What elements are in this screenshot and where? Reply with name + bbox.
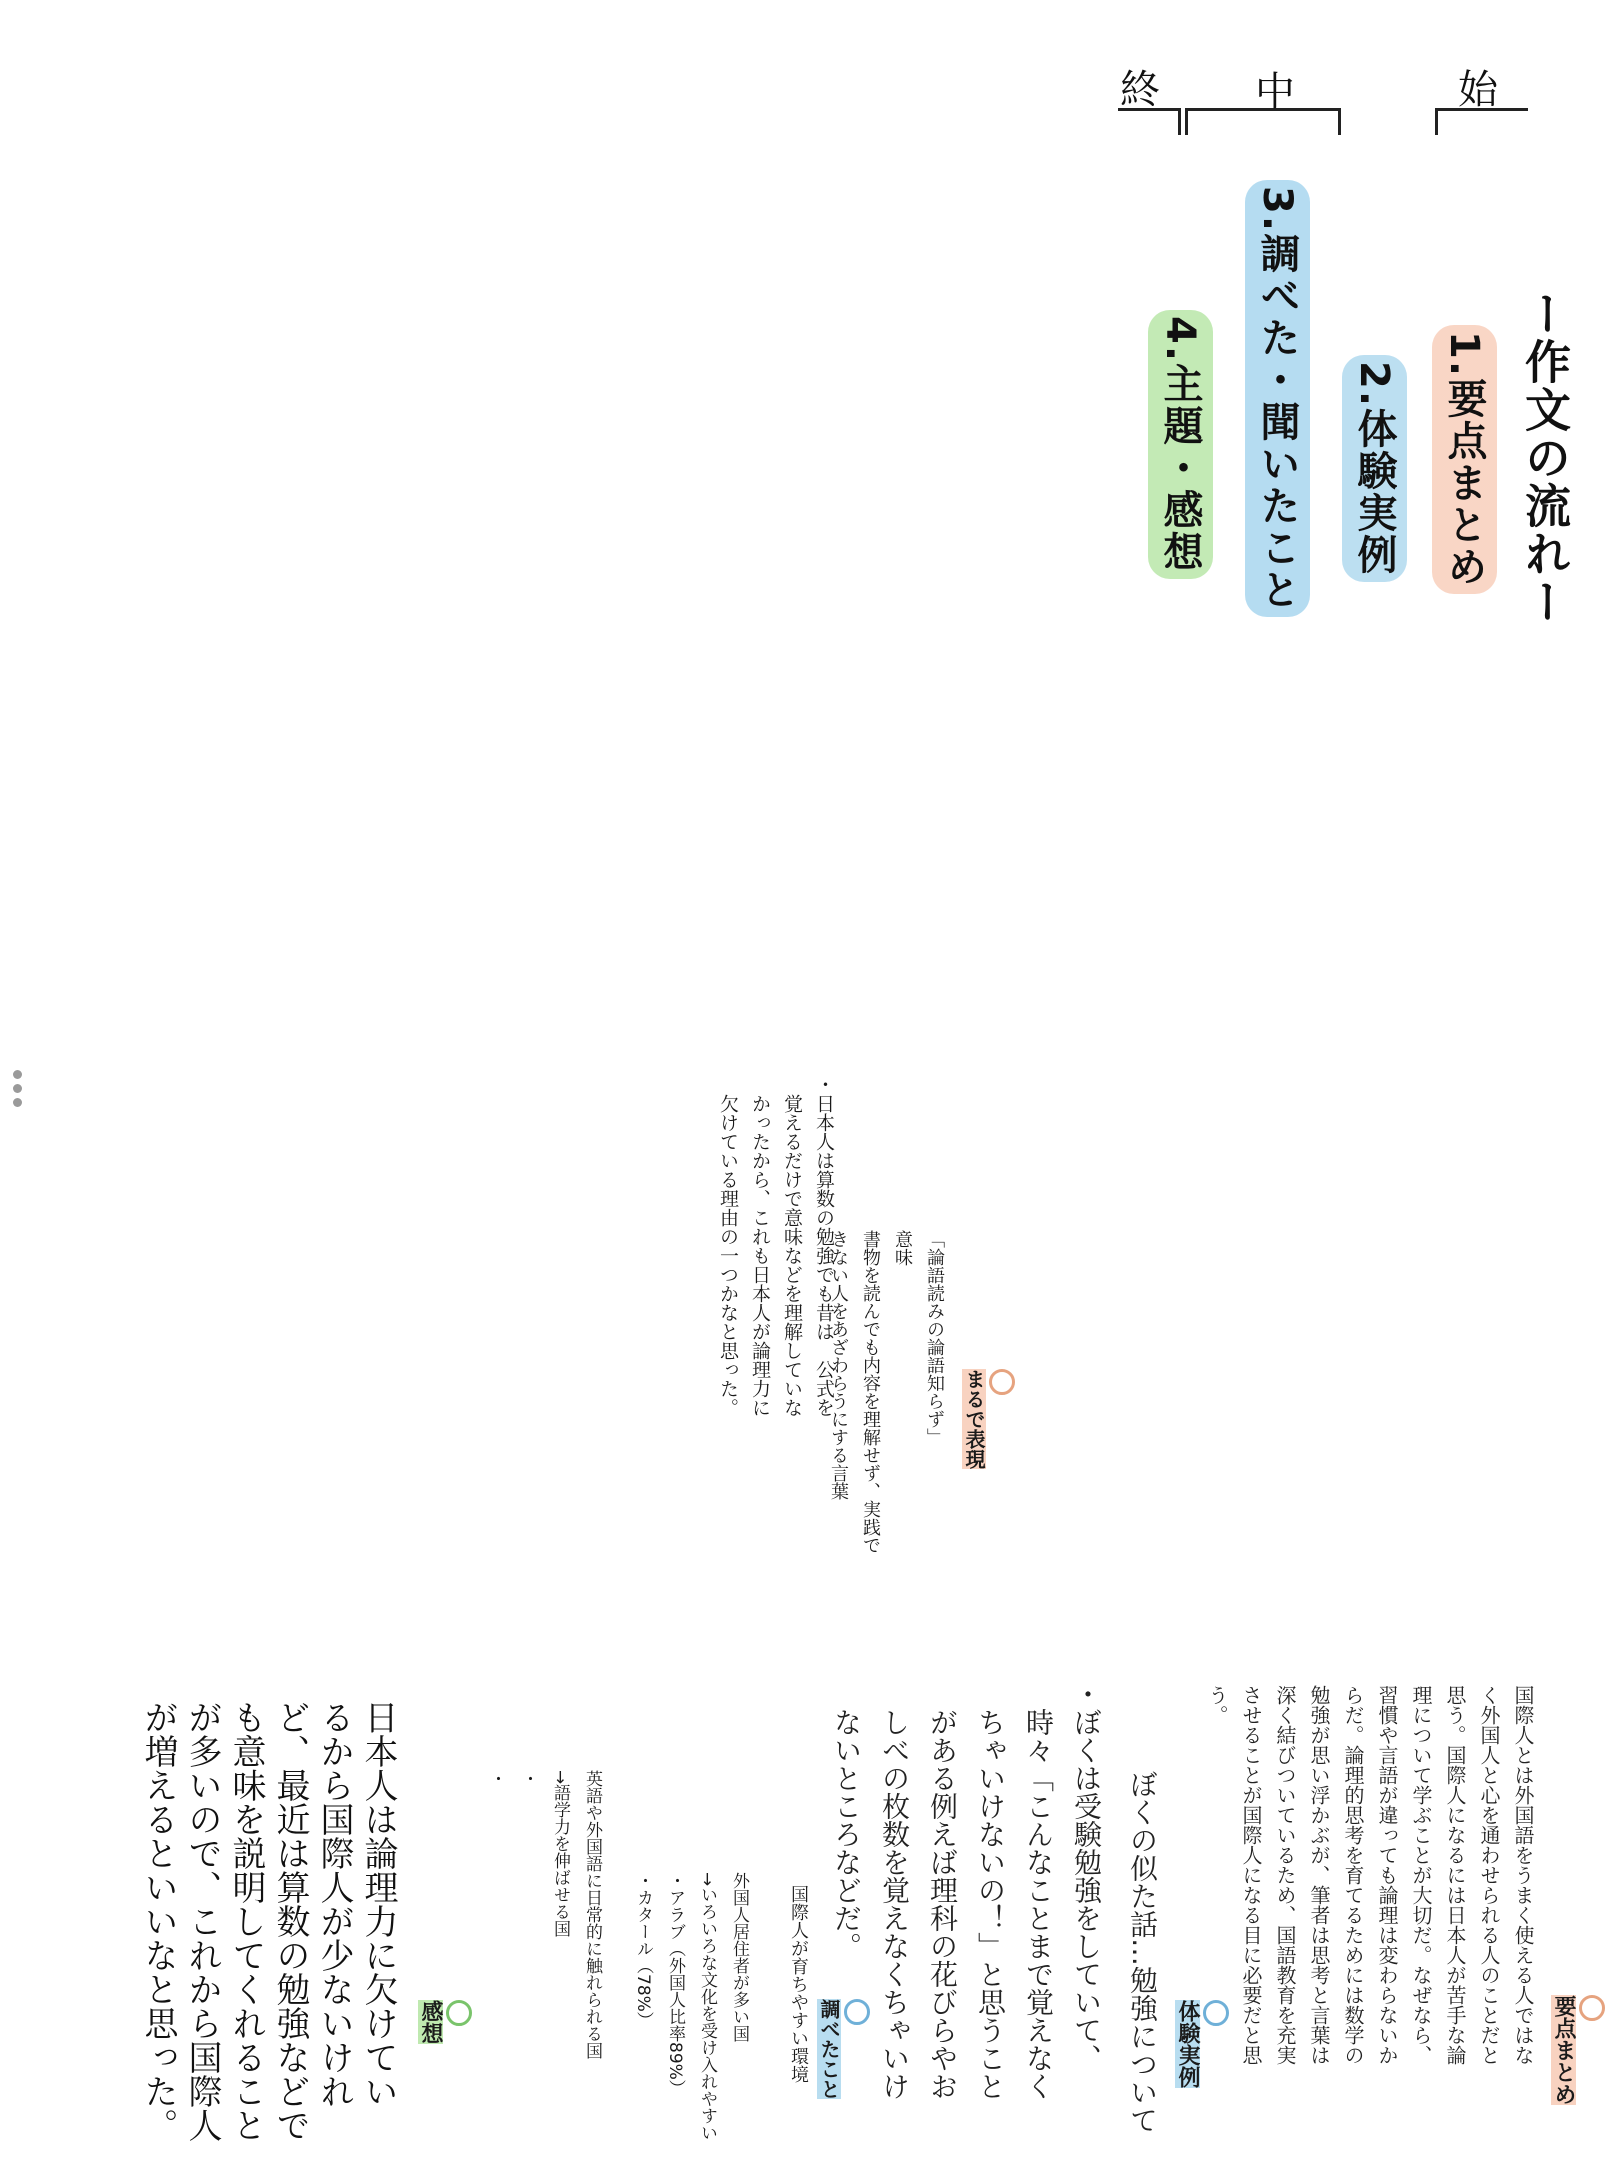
summary-heading: 要点まとめ bbox=[1548, 1980, 1620, 2105]
impression-circle-icon bbox=[446, 2000, 472, 2026]
bracket-end-label: 終 bbox=[1120, 67, 1160, 113]
drag-handle-icon[interactable] bbox=[10, 1070, 26, 1112]
outline-item-experience: 2.体験実例 bbox=[1342, 355, 1407, 582]
experience-body: ・ぼくは受験勉強をしていて、 時々「こんなことまで覚えなく ちゃいけないの！」と思うこと がある例えば理科の花びらやお しべの枚数を覚えなくちゃいけ ないところなどだ。 bbox=[830, 1680, 1103, 2100]
research-block2: 外国人居住者が多い国 →いろいろな文化を受け入れやすい ・アラブ（外国人比率89%） ・カタール（78%） bbox=[633, 1872, 749, 2142]
outline-item-impression: 4.主題・感想 bbox=[1148, 310, 1213, 579]
experience-heading: 体験実例 bbox=[1172, 1985, 1254, 2088]
summary-body: 国際人とは外国語をうまく使える人ではな く外国人と心を通わせられる人のことだと 思う。国際人になるには日本人が苦手な論 理について学ぶことが大切だ。なぜなら、 習慣や言語が違っても論理は変わらないか らだ。論理的思考を育てるためには数学の 勉強が思い浮かぶが、筆者は思考と言葉は 深く結びついているため、国語教育を充実 させることが国際人になる目に必要だと思 う。 bbox=[1205, 1685, 1535, 2065]
summary-circle-icon bbox=[1579, 1995, 1605, 2021]
bracket-middle-label: 中 bbox=[1255, 69, 1295, 115]
impression-body: 日本人は論理力に欠けてい るから国際人が少ないけれ ど、最近は算数の勉強などで も意味を説明してくれること が多いので、これから国際人 が増えるといいなと思った。 bbox=[138, 1700, 398, 2142]
outline-item-research: 3.調べた・聞いたこと bbox=[1245, 180, 1310, 617]
outline-item-summary: 1.要点まとめ bbox=[1432, 325, 1497, 594]
note-body: ・日本人は算数の勉強でも昔は 公式を 覚えるだけで意味などを理解していな かったから、これも日本人が論理力に 欠けている理由の一つかなと思った。 bbox=[717, 1075, 835, 1417]
expression-heading: まるで表現 bbox=[960, 1355, 1039, 1469]
experience-circle-icon bbox=[1203, 2000, 1229, 2026]
impression-heading: 感想 bbox=[415, 1985, 497, 2044]
research-heading: 調べたこと bbox=[815, 1985, 894, 2099]
expression-circle-icon bbox=[989, 1369, 1015, 1395]
research-block3: 英語や外国語に日常的に触れられる国 →語学力を伸ばせる国 ・ ・ bbox=[486, 1770, 602, 2059]
bracket-start-label: 始 bbox=[1458, 67, 1498, 113]
research-circle-icon bbox=[844, 1999, 870, 2025]
expression-body: 「論語読みの論語知らず」 意味 書物を読んでも内容を理解せず、実践で きない人をあざわらうにする言葉 bbox=[828, 1230, 945, 1554]
experience-subtitle: ぼくの似た話…勉強について bbox=[1126, 1770, 1159, 2134]
outline-title: ー作文の流れー bbox=[1518, 290, 1572, 626]
research-line1: 国際人が育ちやすい環境 bbox=[788, 1885, 809, 2083]
